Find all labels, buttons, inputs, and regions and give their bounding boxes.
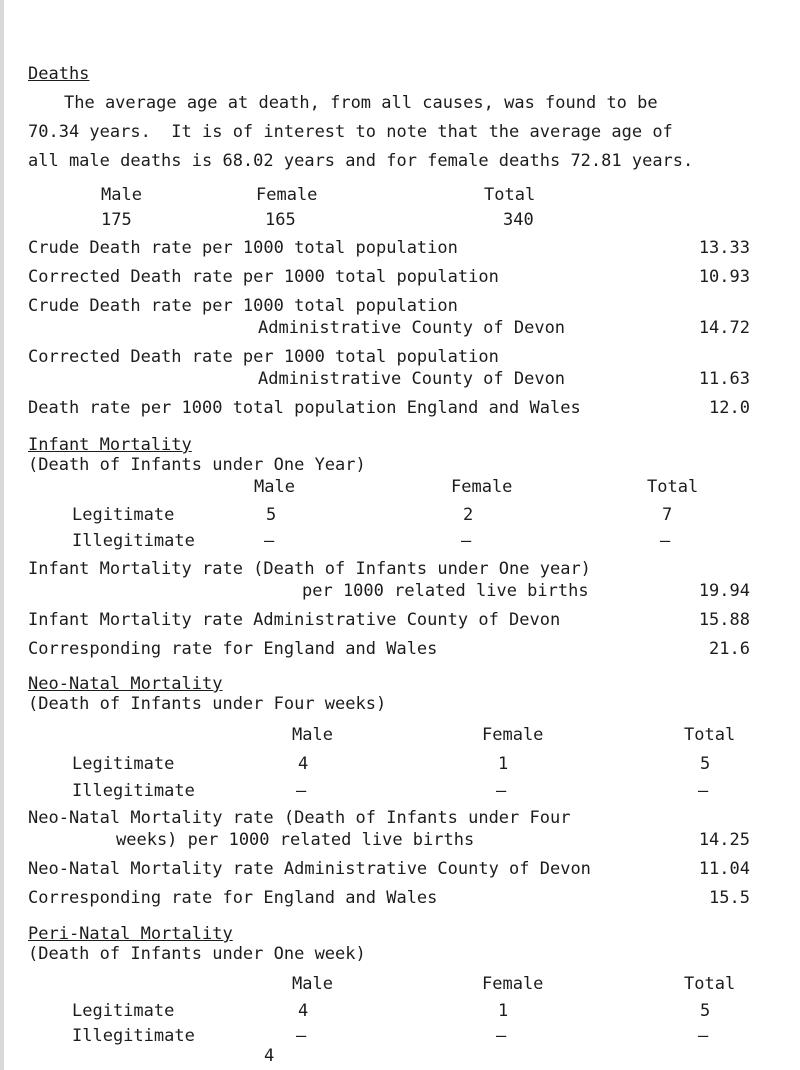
deaths-intro-line-1: The average age at death, from all causes, was found to be [64,93,658,113]
perinatal-legitimate-male: 4 [298,1001,309,1021]
infant-devon-rate-value: 15.88 [698,610,750,630]
neonatal-illegitimate-label: Illegitimate [72,781,195,801]
page-edge [0,0,4,1070]
deaths-intro-line-3: all male deaths is 68.02 years and for female deaths 72.81 years. [28,151,694,171]
infant-legitimate-total: 7 [662,505,673,525]
rate-label-continued: Administrative County of Devon [258,318,566,338]
rate-label: Crude Death rate per 1000 total population [28,238,458,258]
rate-label-continued: Administrative County of Devon [258,369,566,389]
infant-legitimate-male: 5 [266,505,277,525]
perinatal-legitimate-label: Legitimate [72,1001,175,1021]
deaths-col-total: Total [484,185,536,205]
rate-value: 10.93 [698,267,750,287]
perinatal-illegitimate-female: – [496,1026,507,1046]
neonatal-illegitimate-female: – [496,781,507,801]
deaths-col-female: Female [256,185,318,205]
infant-illegitimate-female: – [461,531,472,551]
perinatal-illegitimate-label: Illegitimate [72,1026,195,1046]
neonatal-england-rate-label: Corresponding rate for England and Wales [28,888,438,908]
rate-value: 14.72 [698,318,750,338]
neonatal-rate-value: 14.25 [698,830,750,850]
infant-rate-label-continued: per 1000 related live births [302,581,589,601]
infant-col-female: Female [451,477,513,497]
rate-label: Crude Death rate per 1000 total population [28,296,458,316]
infant-subheading: (Death of Infants under One Year) [28,455,366,475]
perinatal-col-female: Female [482,974,544,994]
neonatal-devon-rate-value: 11.04 [698,859,750,879]
infant-legitimate-label: Legitimate [72,505,175,525]
deaths-intro-line-2: 70.34 years. It is of interest to note that the average age of [28,122,673,142]
neonatal-col-female: Female [482,725,544,745]
deaths-male-count: 175 [101,210,132,230]
page-number: 4 [264,1046,275,1066]
infant-legitimate-female: 2 [463,505,474,525]
rate-value: 13.33 [698,238,750,258]
deaths-col-male: Male [101,185,142,205]
perinatal-illegitimate-male: – [296,1026,307,1046]
deaths-total-count: 340 [503,210,534,230]
infant-illegitimate-total: – [660,531,671,551]
rate-label: Corrected Death rate per 1000 total population [28,267,499,287]
infant-col-total: Total [647,477,699,497]
neonatal-illegitimate-male: – [296,781,307,801]
neonatal-rate-label: Neo-Natal Mortality rate (Death of Infants under Four [28,808,571,828]
perinatal-legitimate-total: 5 [700,1001,711,1021]
perinatal-heading: Peri-Natal Mortality [28,924,233,944]
deaths-heading: Deaths [28,64,90,84]
neonatal-legitimate-male: 4 [298,754,309,774]
infant-rate-value: 19.94 [698,581,750,601]
neonatal-legitimate-label: Legitimate [72,754,175,774]
neonatal-illegitimate-total: – [698,781,709,801]
rate-label: Corrected Death rate per 1000 total population [28,347,499,367]
neonatal-devon-rate-label: Neo-Natal Mortality rate Administrative County of Devon [28,859,591,879]
rate-value: 12.0 [709,398,750,418]
perinatal-legitimate-female: 1 [498,1001,509,1021]
perinatal-illegitimate-total: – [698,1026,709,1046]
infant-england-rate-label: Corresponding rate for England and Wales [28,639,438,659]
neonatal-legitimate-total: 5 [700,754,711,774]
neonatal-subheading: (Death of Infants under Four weeks) [28,694,387,714]
infant-heading: Infant Mortality [28,435,192,455]
neonatal-col-total: Total [684,725,736,745]
rate-label: Death rate per 1000 total population England and Wales [28,398,581,418]
perinatal-col-total: Total [684,974,736,994]
neonatal-rate-label-continued: weeks) per 1000 related live births [116,830,475,850]
neonatal-heading: Neo-Natal Mortality [28,674,223,694]
deaths-female-count: 165 [265,210,296,230]
infant-rate-label: Infant Mortality rate (Death of Infants under One year) [28,559,591,579]
infant-england-rate-value: 21.6 [709,639,750,659]
infant-devon-rate-label: Infant Mortality rate Administrative County of Devon [28,610,561,630]
perinatal-col-male: Male [292,974,333,994]
neonatal-england-rate-value: 15.5 [709,888,750,908]
perinatal-subheading: (Death of Infants under One week) [28,944,366,964]
neonatal-col-male: Male [292,725,333,745]
infant-col-male: Male [254,477,295,497]
rate-value: 11.63 [698,369,750,389]
infant-illegitimate-label: Illegitimate [72,531,195,551]
infant-illegitimate-male: – [264,531,275,551]
neonatal-legitimate-female: 1 [498,754,509,774]
